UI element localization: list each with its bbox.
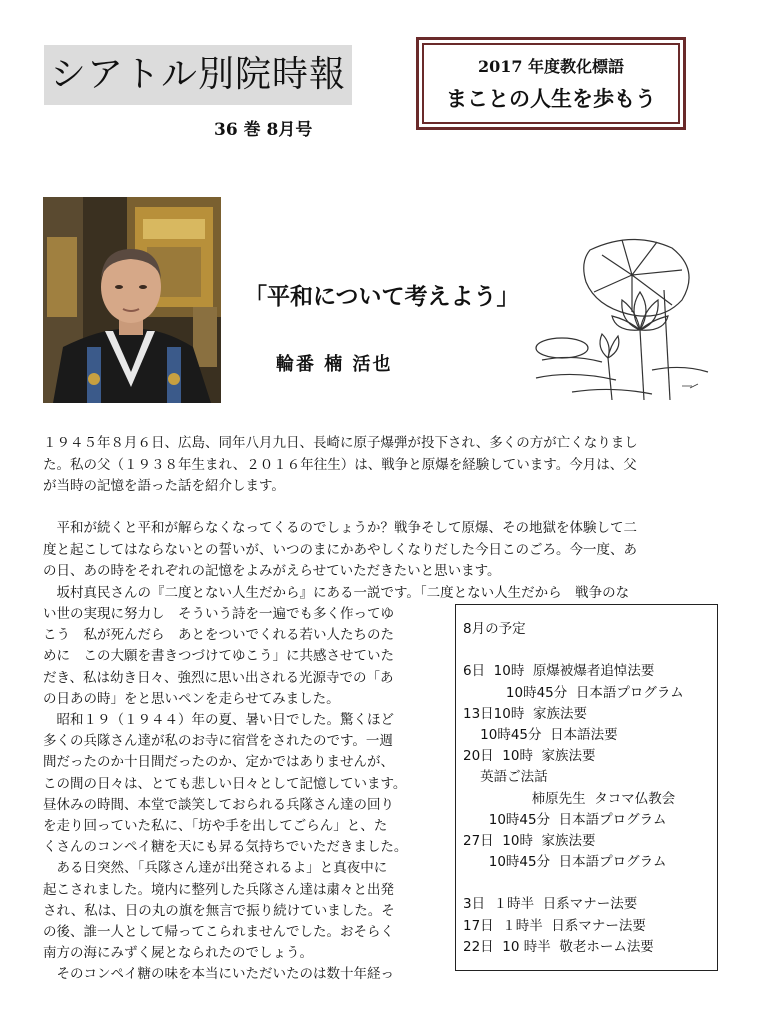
text-line: を走り回っていた私に、「坊や手を出してごらん」と、た — [43, 818, 388, 835]
text-line: 昭和１９（１９４４）年の夏、暑い日でした。驚くほど — [43, 712, 394, 729]
schedule-line: 10時45分 日本語プログラム — [463, 854, 667, 871]
schedule-line — [463, 873, 717, 894]
article-column — [43, 604, 443, 986]
text-line: され、私は、日の丸の旗を無言で振り続けていました。そ — [43, 902, 395, 919]
lotus-illustration — [532, 230, 710, 405]
text-line: ある日突然、「兵隊さん達が出発されるよ」と真夜中に — [43, 860, 388, 877]
schedule-line: 10時45分 日本語プログラム — [463, 811, 667, 828]
article-author: 輪番 楠 活也 — [276, 354, 393, 375]
text-line: の日、あの時をそれぞれの記憶をよみがえらせていただきたいと思います。 — [43, 563, 501, 579]
text-line: い世の実現に努力し そういう詩を一遍でも多く作ってゆ — [43, 606, 394, 622]
schedule-line: 英語ご法話 — [463, 769, 548, 786]
text-line: この間の日々は、とても悲しい日々として記憶しています。 — [43, 775, 407, 792]
schedule-line: 27日 10時 家族法要 — [463, 832, 596, 849]
motto-box — [416, 37, 686, 130]
text-line: 平和が続くと平和が解らなくなってくるのでしょうか？戦争そして原爆、その地獄を体験して二 — [43, 520, 637, 536]
text-line: くさんのコンペイ糖を天にも昇る気持ちでいただきました。 — [43, 839, 408, 856]
newsletter-title: シアトル別院時報 — [44, 45, 352, 105]
motto-inner-frame — [422, 43, 680, 124]
motto-text: まことの人生を歩もう — [446, 86, 656, 111]
schedule-line: 10時45分 日本語法要 — [463, 726, 618, 743]
text-line: の日あの時」をと思いペンを走らせてみました。 — [43, 690, 340, 707]
schedule-line: 17日 １時半 日系マナー法要 — [463, 917, 646, 934]
motto-year-label: 2017 年度教化標語 — [477, 57, 625, 76]
text-line: 度と起こしてはならないとの誓いが、いつのまにかあやしくなりだした今日このごろ。今一度、あ — [43, 541, 637, 558]
text-line: の後、誰一人として帰ってこられませんでした。おそらく — [43, 924, 394, 941]
august-schedule-box — [455, 604, 718, 971]
text-line: めに この大願を書きつづけてゆこう」に共感させていた — [43, 648, 394, 665]
second-paragraph — [43, 518, 723, 604]
issue-number: 36 巻 8月号 — [214, 120, 313, 140]
text-line: 間だったのか十日間だったのか、定かではありませんが、 — [43, 754, 394, 771]
text-line: 起こされました。境内に整列した兵隊さん達は粛々と出発 — [43, 881, 394, 898]
text-line: 多くの兵隊さん達が私のお寺に宿営をされたのです。一週 — [43, 733, 393, 750]
schedule-line: 13日10時 家族法要 — [463, 705, 587, 722]
text-line: だき、私は幼き日々、強烈に思い出される光源寺での「あ — [43, 669, 394, 686]
schedule-line: 柿原先生 タコマ仏教会 — [463, 790, 676, 807]
portrait-photo — [43, 197, 221, 403]
text-line: が当時の記憶を語った話を紹介します。 — [43, 478, 285, 494]
text-line: そのコンペイ糖の味を本当にいただいたのは数十年経っ — [43, 966, 394, 983]
text-line: １９４５年８月６日、広島、同年八月九日、長崎に原子爆弾が投下され、多くの方が亡くなりまし — [43, 435, 638, 451]
schedule-title: 8月の予定 — [463, 621, 526, 637]
schedule-line — [463, 640, 717, 661]
schedule-line: 3日 １時半 日系マナー法要 — [463, 896, 638, 913]
schedule-line: 6日 10時 原爆被爆者追悼法要 — [463, 663, 655, 680]
article-headline: 「平和について考えよう」 — [244, 283, 520, 310]
text-line: た。私の父（１９３８年生まれ、２０１６年往生）は、戦争と原爆を経験しています。今月は、父 — [43, 456, 637, 473]
text-line: 南方の海にみずく屍となられたのでしょう。 — [43, 945, 313, 962]
schedule-line: 10時45分 日本語プログラム — [463, 684, 684, 701]
text-line: 坂村真民さんの『二度とない人生だから』にある一説です。「二度とない人生だから 戦争のな — [43, 584, 630, 601]
intro-paragraph — [43, 433, 723, 498]
schedule-line: 20日 10時 家族法要 — [463, 748, 596, 765]
schedule-line: 22日 10 時半 敬老ホーム法要 — [463, 938, 654, 955]
text-line: こう 私が死んだら あとをついでくれる若い人たちのた — [43, 627, 394, 644]
text-line: 昼休みの時間、本堂で談笑しておられる兵隊さん達の回り — [43, 796, 394, 813]
